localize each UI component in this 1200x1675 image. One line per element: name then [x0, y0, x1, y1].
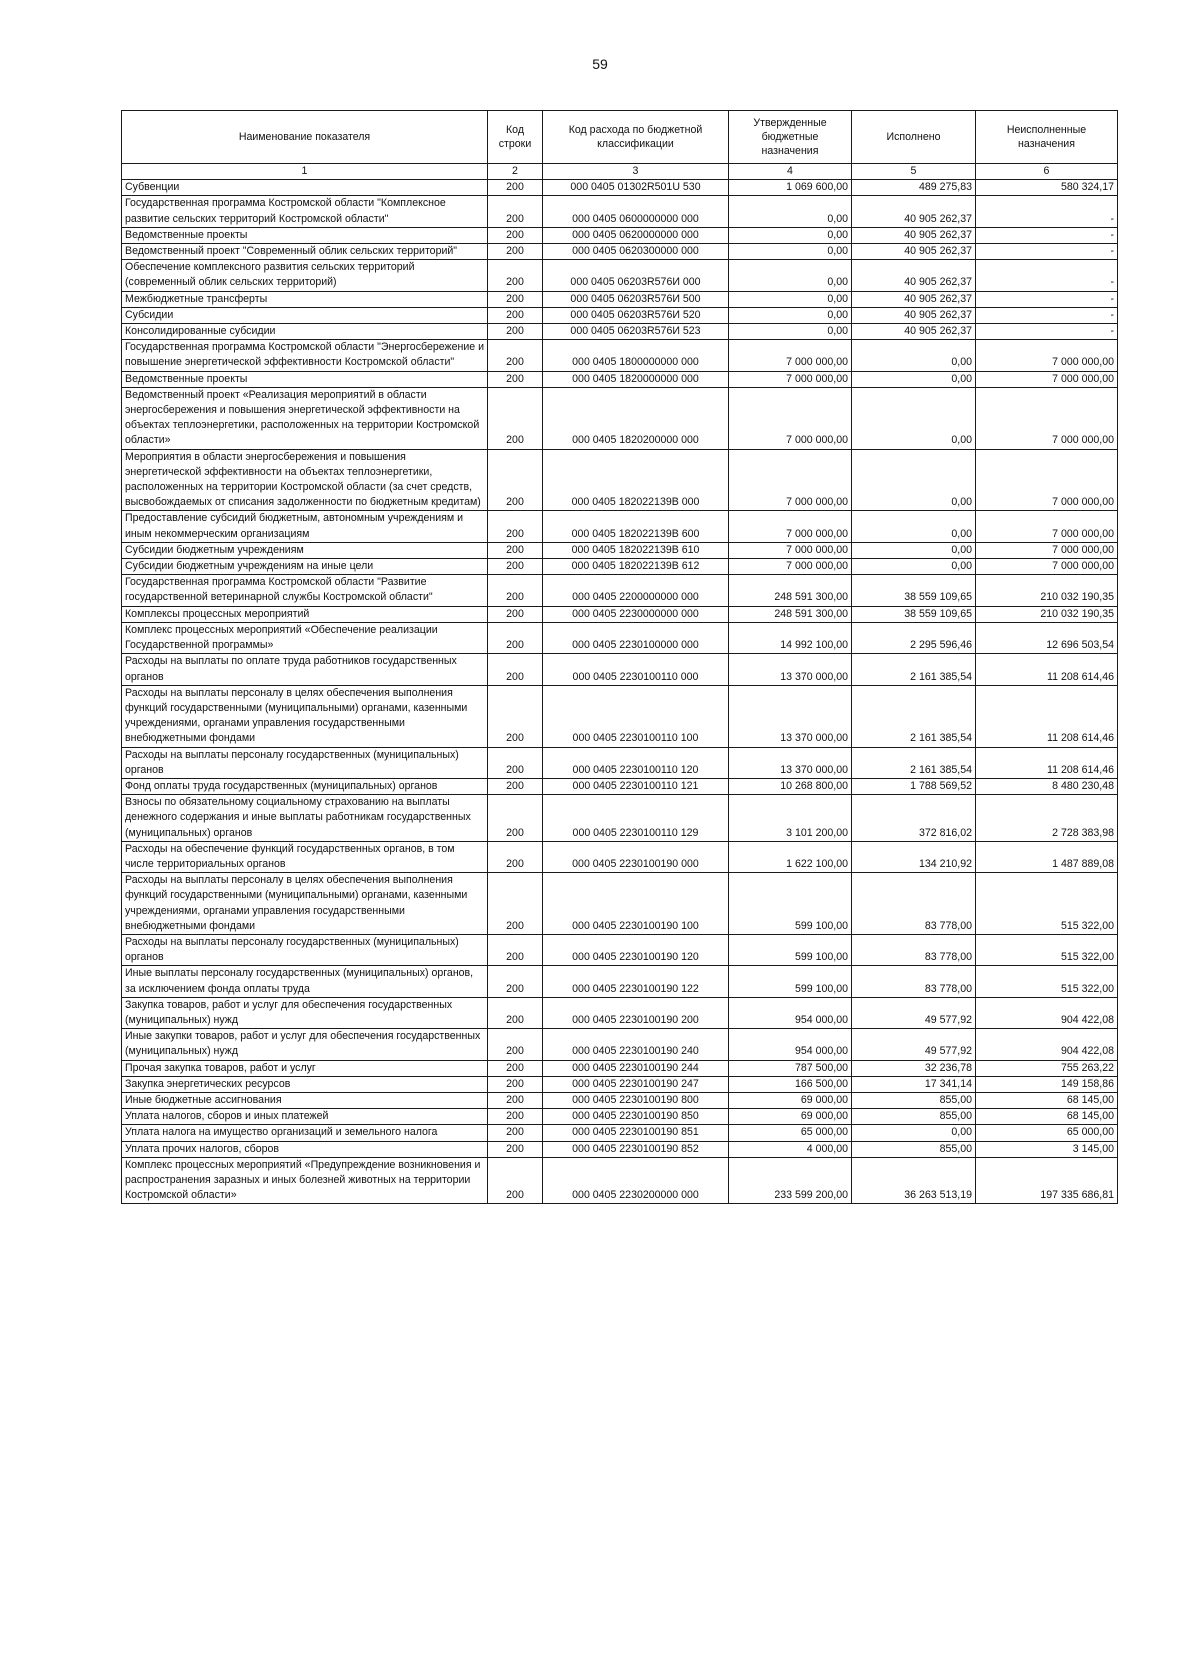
row-line-code: 200 [488, 685, 543, 747]
row-budget-code: 000 0405 2230100110 129 [543, 795, 729, 842]
row-executed: 49 577,92 [852, 997, 976, 1028]
column-number-row [122, 164, 1118, 180]
row-name: Расходы на обеспечение функций государственных органов, в том числе территориальных органов [122, 841, 488, 872]
row-name: Комплексы процессных мероприятий [122, 606, 488, 622]
row-executed: 372 816,02 [852, 795, 976, 842]
row-approved: 7 000 000,00 [729, 559, 852, 575]
row-unexecuted: 68 145,00 [976, 1092, 1118, 1108]
column-number: 3 [543, 164, 729, 180]
row-name: Государственная программа Костромской области "Энергосбережение и повышение энергетической эффективности Костромской области" [122, 340, 488, 371]
row-approved: 13 370 000,00 [729, 685, 852, 747]
row-line-code: 200 [488, 542, 543, 558]
row-budget-code: 000 0405 01302R501U 530 [543, 180, 729, 196]
row-budget-code: 000 0405 182022139В 600 [543, 511, 729, 542]
row-unexecuted: 904 422,08 [976, 997, 1118, 1028]
table-row [122, 1141, 1118, 1157]
row-unexecuted: 3 145,00 [976, 1141, 1118, 1157]
row-name: Консолидированные субсидии [122, 324, 488, 340]
header-line-code: Код строки [488, 111, 543, 164]
page-number: 59 [592, 56, 608, 72]
table-row [122, 449, 1118, 511]
row-budget-code: 000 0405 2230100190 200 [543, 997, 729, 1028]
row-unexecuted: 7 000 000,00 [976, 387, 1118, 449]
row-name: Прочая закупка товаров, работ и услуг [122, 1060, 488, 1076]
row-name: Ведомственные проекты [122, 371, 488, 387]
row-unexecuted: - [976, 244, 1118, 260]
table-row [122, 227, 1118, 243]
row-approved: 233 599 200,00 [729, 1157, 852, 1204]
table-row [122, 934, 1118, 965]
row-unexecuted: 7 000 000,00 [976, 371, 1118, 387]
row-line-code: 200 [488, 1125, 543, 1141]
table-row [122, 1092, 1118, 1108]
row-name: Фонд оплаты труда государственных (муниципальных) органов [122, 778, 488, 794]
row-approved: 65 000,00 [729, 1125, 852, 1141]
row-unexecuted: 11 208 614,46 [976, 747, 1118, 778]
row-line-code: 200 [488, 622, 543, 653]
row-name: Иные бюджетные ассигнования [122, 1092, 488, 1108]
table-row [122, 778, 1118, 794]
row-name: Ведомственные проекты [122, 227, 488, 243]
row-line-code: 200 [488, 966, 543, 997]
row-line-code: 200 [488, 1109, 543, 1125]
row-unexecuted: 7 000 000,00 [976, 340, 1118, 371]
row-name: Субсидии бюджетным учреждениям на иные цели [122, 559, 488, 575]
row-executed: 0,00 [852, 387, 976, 449]
row-approved: 0,00 [729, 196, 852, 227]
row-name: Уплата прочих налогов, сборов [122, 1141, 488, 1157]
row-name: Уплата налогов, сборов и иных платежей [122, 1109, 488, 1125]
row-budget-code: 000 0405 2230100110 120 [543, 747, 729, 778]
row-unexecuted: 149 158,86 [976, 1076, 1118, 1092]
row-approved: 0,00 [729, 260, 852, 291]
row-executed: 134 210,92 [852, 841, 976, 872]
header-approved: Утвержденные бюджетные назначения [729, 111, 852, 164]
row-name: Межбюджетные трансферты [122, 291, 488, 307]
table-row [122, 180, 1118, 196]
row-unexecuted: 8 480 230,48 [976, 778, 1118, 794]
row-executed: 855,00 [852, 1141, 976, 1157]
row-unexecuted: 7 000 000,00 [976, 449, 1118, 511]
row-unexecuted: 7 000 000,00 [976, 542, 1118, 558]
row-name: Взносы по обязательному социальному страхованию на выплаты денежного содержания и иные выплаты работникам государственных (муниципальных) органов [122, 795, 488, 842]
row-executed: 83 778,00 [852, 873, 976, 935]
row-approved: 248 591 300,00 [729, 606, 852, 622]
table-row [122, 291, 1118, 307]
row-name: Предоставление субсидий бюджетным, автономным учреждениям и иным некоммерческим организациям [122, 511, 488, 542]
row-line-code: 200 [488, 1092, 543, 1108]
row-budget-code: 000 0405 2230100190 800 [543, 1092, 729, 1108]
row-budget-code: 000 0405 1800000000 000 [543, 340, 729, 371]
row-line-code: 200 [488, 606, 543, 622]
row-line-code: 200 [488, 196, 543, 227]
row-budget-code: 000 0405 182022139В 000 [543, 449, 729, 511]
row-executed: 0,00 [852, 542, 976, 558]
column-number: 4 [729, 164, 852, 180]
row-approved: 599 100,00 [729, 873, 852, 935]
row-name: Расходы на выплаты персоналу в целях обеспечения выполнения функций государственными (муниципальными) органами, казенными учреждениями, органами управления государственными внебюджетными фондами [122, 685, 488, 747]
row-approved: 13 370 000,00 [729, 747, 852, 778]
row-name: Ведомственный проект «Реализация мероприятий в области энергосбережения и повышения энергетической эффективности на объектах теплоэнергетики, расположенных на территории Костромской области» [122, 387, 488, 449]
table-row [122, 1060, 1118, 1076]
row-unexecuted: 515 322,00 [976, 873, 1118, 935]
row-budget-code: 000 0405 06203R576И 520 [543, 307, 729, 323]
row-executed: 855,00 [852, 1092, 976, 1108]
row-line-code: 200 [488, 227, 543, 243]
row-executed: 0,00 [852, 1125, 976, 1141]
row-approved: 14 992 100,00 [729, 622, 852, 653]
table-row [122, 997, 1118, 1028]
table-row [122, 371, 1118, 387]
row-budget-code: 000 0405 0620300000 000 [543, 244, 729, 260]
row-approved: 13 370 000,00 [729, 654, 852, 685]
row-unexecuted: 1 487 889,08 [976, 841, 1118, 872]
header-row [122, 111, 1118, 164]
row-approved: 7 000 000,00 [729, 371, 852, 387]
row-executed: 38 559 109,65 [852, 575, 976, 606]
row-executed: 40 905 262,37 [852, 244, 976, 260]
table-row [122, 1109, 1118, 1125]
row-budget-code: 000 0405 2230000000 000 [543, 606, 729, 622]
row-name: Расходы на выплаты персоналу государственных (муниципальных) органов [122, 934, 488, 965]
row-budget-code: 000 0405 182022139В 612 [543, 559, 729, 575]
row-name: Расходы на выплаты персоналу в целях обеспечения выполнения функций государственными (муниципальными) органами, казенными учреждениями, органами управления государственными внебюджетными фондами [122, 873, 488, 935]
row-executed: 40 905 262,37 [852, 324, 976, 340]
row-line-code: 200 [488, 291, 543, 307]
row-line-code: 200 [488, 795, 543, 842]
row-line-code: 200 [488, 997, 543, 1028]
row-executed: 0,00 [852, 559, 976, 575]
row-approved: 599 100,00 [729, 934, 852, 965]
column-number: 6 [976, 164, 1118, 180]
row-approved: 954 000,00 [729, 997, 852, 1028]
table-row [122, 747, 1118, 778]
row-budget-code: 000 0405 2230100190 244 [543, 1060, 729, 1076]
row-executed: 40 905 262,37 [852, 196, 976, 227]
row-unexecuted: 755 263,22 [976, 1060, 1118, 1076]
row-approved: 0,00 [729, 324, 852, 340]
row-line-code: 200 [488, 244, 543, 260]
row-budget-code: 000 0405 182022139В 610 [543, 542, 729, 558]
row-executed: 0,00 [852, 340, 976, 371]
table-row [122, 542, 1118, 558]
row-budget-code: 000 0405 0620000000 000 [543, 227, 729, 243]
row-budget-code: 000 0405 2230100000 000 [543, 622, 729, 653]
row-unexecuted: 7 000 000,00 [976, 511, 1118, 542]
row-unexecuted: 210 032 190,35 [976, 575, 1118, 606]
table-row [122, 244, 1118, 260]
row-unexecuted: 580 324,17 [976, 180, 1118, 196]
row-approved: 248 591 300,00 [729, 575, 852, 606]
row-executed: 2 161 385,54 [852, 747, 976, 778]
row-line-code: 200 [488, 1029, 543, 1060]
table-row [122, 841, 1118, 872]
row-name: Мероприятия в области энергосбережения и повышения энергетической эффективности на объектах теплоэнергетики, расположенных на территории Костромской области (за счет средств, высвобождаемых от списания задолженности по бюджетным кредитам) [122, 449, 488, 511]
header-unexecuted: Неисполненные назначения [976, 111, 1118, 164]
row-executed: 83 778,00 [852, 966, 976, 997]
row-name: Ведомственный проект "Современный облик сельских территорий" [122, 244, 488, 260]
row-approved: 7 000 000,00 [729, 542, 852, 558]
row-line-code: 200 [488, 180, 543, 196]
row-name: Расходы на выплаты по оплате труда работников государственных органов [122, 654, 488, 685]
row-approved: 7 000 000,00 [729, 340, 852, 371]
row-approved: 1 069 600,00 [729, 180, 852, 196]
row-name: Государственная программа Костромской области "Комплексное развитие сельских территорий Костромской области" [122, 196, 488, 227]
row-line-code: 200 [488, 340, 543, 371]
header-budget-code: Код расхода по бюджетной классификации [543, 111, 729, 164]
row-executed: 40 905 262,37 [852, 291, 976, 307]
row-unexecuted: 197 335 686,81 [976, 1157, 1118, 1204]
row-unexecuted: 904 422,08 [976, 1029, 1118, 1060]
row-budget-code: 000 0405 2230100110 000 [543, 654, 729, 685]
row-unexecuted: 7 000 000,00 [976, 559, 1118, 575]
row-budget-code: 000 0405 2230100110 121 [543, 778, 729, 794]
row-budget-code: 000 0405 2230100190 247 [543, 1076, 729, 1092]
row-line-code: 200 [488, 371, 543, 387]
row-executed: 36 263 513,19 [852, 1157, 976, 1204]
row-unexecuted: - [976, 291, 1118, 307]
row-line-code: 200 [488, 575, 543, 606]
row-approved: 69 000,00 [729, 1092, 852, 1108]
row-line-code: 200 [488, 387, 543, 449]
row-approved: 0,00 [729, 307, 852, 323]
column-number: 2 [488, 164, 543, 180]
row-budget-code: 000 0405 0600000000 000 [543, 196, 729, 227]
table-row [122, 1029, 1118, 1060]
table-row [122, 654, 1118, 685]
row-budget-code: 000 0405 2230100190 000 [543, 841, 729, 872]
row-approved: 166 500,00 [729, 1076, 852, 1092]
row-line-code: 200 [488, 559, 543, 575]
row-budget-code: 000 0405 2230100190 852 [543, 1141, 729, 1157]
row-executed: 855,00 [852, 1109, 976, 1125]
row-name: Субвенции [122, 180, 488, 196]
row-approved: 10 268 800,00 [729, 778, 852, 794]
row-approved: 7 000 000,00 [729, 449, 852, 511]
row-name: Закупка товаров, работ и услуг для обеспечения государственных (муниципальных) нужд [122, 997, 488, 1028]
row-executed: 49 577,92 [852, 1029, 976, 1060]
table-row [122, 795, 1118, 842]
row-line-code: 200 [488, 778, 543, 794]
row-name: Закупка энергетических ресурсов [122, 1076, 488, 1092]
row-line-code: 200 [488, 841, 543, 872]
row-name: Иные выплаты персоналу государственных (муниципальных) органов, за исключением фонда оплаты труда [122, 966, 488, 997]
row-budget-code: 000 0405 2200000000 000 [543, 575, 729, 606]
row-executed: 40 905 262,37 [852, 227, 976, 243]
row-executed: 17 341,14 [852, 1076, 976, 1092]
table-row [122, 324, 1118, 340]
row-unexecuted: - [976, 227, 1118, 243]
row-name: Субсидии [122, 307, 488, 323]
row-line-code: 200 [488, 1060, 543, 1076]
table-row [122, 559, 1118, 575]
row-executed: 2 161 385,54 [852, 685, 976, 747]
row-line-code: 200 [488, 511, 543, 542]
row-budget-code: 000 0405 1820200000 000 [543, 387, 729, 449]
row-budget-code: 000 0405 2230100190 100 [543, 873, 729, 935]
table-row [122, 387, 1118, 449]
row-executed: 40 905 262,37 [852, 260, 976, 291]
row-approved: 0,00 [729, 227, 852, 243]
row-line-code: 200 [488, 1076, 543, 1092]
row-line-code: 200 [488, 747, 543, 778]
row-approved: 7 000 000,00 [729, 511, 852, 542]
column-number: 1 [122, 164, 488, 180]
row-approved: 69 000,00 [729, 1109, 852, 1125]
row-budget-code: 000 0405 2230200000 000 [543, 1157, 729, 1204]
table-row [122, 1076, 1118, 1092]
row-budget-code: 000 0405 1820000000 000 [543, 371, 729, 387]
row-approved: 7 000 000,00 [729, 387, 852, 449]
row-budget-code: 000 0405 2230100110 100 [543, 685, 729, 747]
row-executed: 2 295 596,46 [852, 622, 976, 653]
table-row [122, 340, 1118, 371]
row-name: Субсидии бюджетным учреждениям [122, 542, 488, 558]
row-executed: 38 559 109,65 [852, 606, 976, 622]
row-budget-code: 000 0405 06203R576И 523 [543, 324, 729, 340]
row-budget-code: 000 0405 06203R576И 500 [543, 291, 729, 307]
table-row [122, 260, 1118, 291]
table-row [122, 606, 1118, 622]
table-row [122, 1157, 1118, 1204]
row-line-code: 200 [488, 873, 543, 935]
row-unexecuted: - [976, 196, 1118, 227]
row-budget-code: 000 0405 2230100190 851 [543, 1125, 729, 1141]
row-line-code: 200 [488, 934, 543, 965]
table-row [122, 196, 1118, 227]
row-line-code: 200 [488, 260, 543, 291]
row-unexecuted: 11 208 614,46 [976, 654, 1118, 685]
row-unexecuted: 68 145,00 [976, 1109, 1118, 1125]
row-approved: 787 500,00 [729, 1060, 852, 1076]
header-executed: Исполнено [852, 111, 976, 164]
row-unexecuted: 515 322,00 [976, 934, 1118, 965]
column-number: 5 [852, 164, 976, 180]
row-budget-code: 000 0405 2230100190 850 [543, 1109, 729, 1125]
row-unexecuted: - [976, 307, 1118, 323]
row-executed: 0,00 [852, 371, 976, 387]
budget-execution-table [121, 110, 1118, 1204]
table-row [122, 307, 1118, 323]
row-unexecuted: 515 322,00 [976, 966, 1118, 997]
row-line-code: 200 [488, 324, 543, 340]
table-row [122, 622, 1118, 653]
row-executed: 32 236,78 [852, 1060, 976, 1076]
row-executed: 1 788 569,52 [852, 778, 976, 794]
table-row [122, 511, 1118, 542]
row-line-code: 200 [488, 654, 543, 685]
row-line-code: 200 [488, 449, 543, 511]
table-row [122, 575, 1118, 606]
row-name: Уплата налога на имущество организаций и земельного налога [122, 1125, 488, 1141]
row-approved: 0,00 [729, 244, 852, 260]
row-unexecuted: - [976, 324, 1118, 340]
row-name: Иные закупки товаров, работ и услуг для обеспечения государственных (муниципальных) нужд [122, 1029, 488, 1060]
row-budget-code: 000 0405 2230100190 122 [543, 966, 729, 997]
row-budget-code: 000 0405 06203R576И 000 [543, 260, 729, 291]
row-unexecuted: 65 000,00 [976, 1125, 1118, 1141]
row-name: Обеспечение комплексного развития сельских территорий (современный облик сельских территорий) [122, 260, 488, 291]
row-executed: 2 161 385,54 [852, 654, 976, 685]
row-unexecuted: 11 208 614,46 [976, 685, 1118, 747]
row-unexecuted: 2 728 383,98 [976, 795, 1118, 842]
table-row [122, 873, 1118, 935]
row-approved: 4 000,00 [729, 1141, 852, 1157]
row-approved: 599 100,00 [729, 966, 852, 997]
row-name: Расходы на выплаты персоналу государственных (муниципальных) органов [122, 747, 488, 778]
row-approved: 3 101 200,00 [729, 795, 852, 842]
row-line-code: 200 [488, 307, 543, 323]
table-body [122, 180, 1118, 1204]
table-row [122, 966, 1118, 997]
row-approved: 1 622 100,00 [729, 841, 852, 872]
row-name: Комплекс процессных мероприятий «Предупреждение возникновения и распространения заразных и иных болезней животных на территории Костромской области» [122, 1157, 488, 1204]
table-row [122, 1125, 1118, 1141]
row-executed: 40 905 262,37 [852, 307, 976, 323]
row-executed: 489 275,83 [852, 180, 976, 196]
row-budget-code: 000 0405 2230100190 240 [543, 1029, 729, 1060]
row-approved: 0,00 [729, 291, 852, 307]
row-executed: 0,00 [852, 449, 976, 511]
row-executed: 83 778,00 [852, 934, 976, 965]
row-executed: 0,00 [852, 511, 976, 542]
row-unexecuted: 12 696 503,54 [976, 622, 1118, 653]
table-row [122, 685, 1118, 747]
row-line-code: 200 [488, 1141, 543, 1157]
header-name: Наименование показателя [122, 111, 488, 164]
row-line-code: 200 [488, 1157, 543, 1204]
row-unexecuted: - [976, 260, 1118, 291]
row-unexecuted: 210 032 190,35 [976, 606, 1118, 622]
row-name: Комплекс процессных мероприятий «Обеспечение реализации Государственной программы» [122, 622, 488, 653]
row-approved: 954 000,00 [729, 1029, 852, 1060]
row-name: Государственная программа Костромской области "Развитие государственной ветеринарной службы Костромской области" [122, 575, 488, 606]
row-budget-code: 000 0405 2230100190 120 [543, 934, 729, 965]
